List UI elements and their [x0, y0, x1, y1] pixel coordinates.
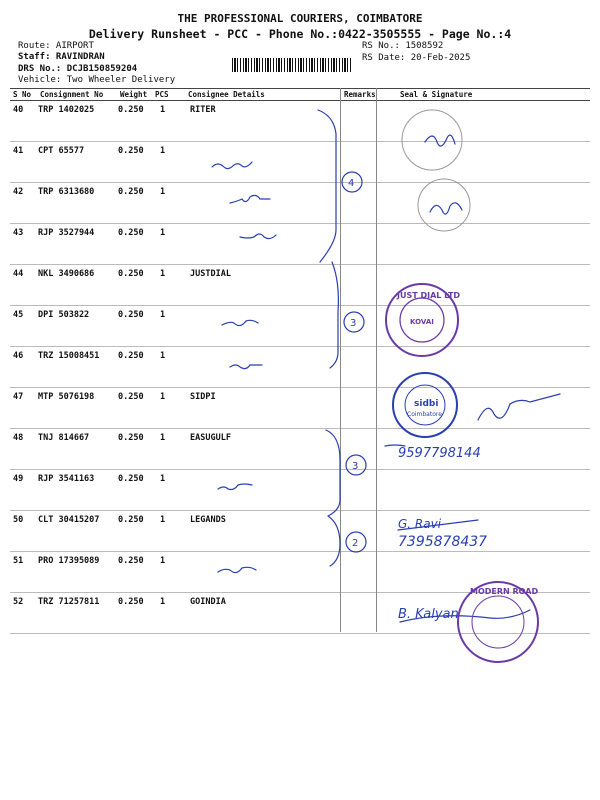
- row-divider: [10, 141, 590, 142]
- table-top-border: [10, 88, 590, 89]
- row-divider: [10, 633, 590, 634]
- remark-count-2: 3: [350, 318, 357, 329]
- weight: 0.250: [118, 556, 144, 566]
- bracket-mark: [328, 516, 340, 566]
- table-header-divider: [10, 100, 590, 101]
- pcs: 1: [160, 392, 166, 402]
- signature-stroke: [430, 203, 462, 214]
- weight: 0.250: [118, 597, 144, 607]
- signature-stroke: [218, 484, 252, 490]
- row-sno: 47: [13, 392, 24, 402]
- weight: 0.250: [118, 187, 144, 197]
- pcs: 1: [160, 515, 166, 525]
- pcs: 1: [160, 228, 166, 238]
- remark-circle: [346, 455, 366, 475]
- row-sno: 45: [13, 310, 24, 320]
- consignment-no: MTP 5076198: [38, 392, 95, 402]
- remark-circle: [346, 532, 366, 552]
- row-sno: 49: [13, 474, 24, 484]
- weight: 0.250: [118, 474, 144, 484]
- col-header-pcs: PCS: [155, 90, 169, 99]
- row-sno: 51: [13, 556, 24, 566]
- company-title: THE PROFESSIONAL COURIERS, COIMBATORE: [177, 12, 423, 25]
- signature-stroke: [400, 610, 530, 622]
- consignee-name: EASUGULF: [190, 433, 231, 443]
- row52-name: B. Kalyan: [398, 607, 459, 622]
- row-divider: [10, 346, 590, 347]
- row50-name: G. Ravi: [398, 517, 442, 531]
- drs-label: DRS No.: DCJB150859204: [18, 64, 138, 74]
- col-header-seal: Seal & Signature: [400, 90, 473, 99]
- remark-count-4: 2: [352, 538, 359, 549]
- bracket-mark: [318, 110, 336, 262]
- consignment-no: TRZ 15008451: [38, 351, 100, 361]
- row-divider: [10, 551, 590, 552]
- rs-date: RS Date: 20-Feb-2025: [362, 53, 471, 63]
- consignee-name: RITER: [190, 105, 216, 115]
- row-divider: [10, 223, 590, 224]
- row-sno: 48: [13, 433, 24, 443]
- remark-circle: [344, 312, 364, 332]
- weight: 0.250: [118, 105, 144, 115]
- row-divider: [10, 592, 590, 593]
- rs-number: RS No.: 1508592: [362, 41, 444, 51]
- weight: 0.250: [118, 515, 144, 525]
- row-sno: 52: [13, 597, 24, 607]
- row-sno: 41: [13, 146, 24, 156]
- row-divider: [10, 305, 590, 306]
- pcs: 1: [160, 187, 166, 197]
- pcs: 1: [160, 433, 166, 443]
- consignment-no: TRP 1402025: [38, 105, 95, 115]
- pcs: 1: [160, 556, 166, 566]
- sidbi-stamp-city: Coimbatore: [407, 411, 442, 418]
- row-sno: 40: [13, 105, 24, 115]
- signature-stroke: [230, 365, 262, 369]
- pcs: 1: [160, 146, 166, 156]
- bracket-mark: [326, 430, 340, 516]
- signature-stroke: [222, 320, 258, 325]
- signature-stroke: [218, 567, 256, 572]
- consignee-name: LEGANDS: [190, 515, 226, 525]
- weight: 0.250: [118, 433, 144, 443]
- row-sno: 44: [13, 269, 24, 279]
- sidbi-stamp-name: sidbi: [414, 399, 439, 409]
- consignment-no: NKL 3490686: [38, 269, 95, 279]
- route-label: Route: AIRPORT: [18, 41, 94, 51]
- signature-stroke: [212, 162, 252, 169]
- consignment-no: DPI 503822: [38, 310, 90, 320]
- consignee-name: JUSTDIAL: [190, 269, 231, 279]
- col-divider-remarks: [340, 88, 341, 632]
- col-divider-seal: [376, 88, 377, 632]
- faint-stamp: [402, 110, 462, 170]
- row-divider: [10, 510, 590, 511]
- weight: 0.250: [118, 146, 144, 156]
- col-header-weight: Weight: [120, 90, 148, 99]
- row-sno: 43: [13, 228, 24, 238]
- pcs: 1: [160, 105, 166, 115]
- consignee-name: GOINDIA: [190, 597, 226, 607]
- row-divider: [10, 387, 590, 388]
- consignment-no: TRZ 71257811: [38, 597, 100, 607]
- vehicle-label: Vehicle: Two Wheeler Delivery: [18, 75, 176, 85]
- signature-stroke: [230, 195, 270, 203]
- col-header-remarks: Remarks: [344, 90, 376, 99]
- signature-stroke: [385, 445, 405, 446]
- pcs: 1: [160, 351, 166, 361]
- row-sno: 42: [13, 187, 24, 197]
- row-sno: 46: [13, 351, 24, 361]
- weight: 0.250: [118, 228, 144, 238]
- col-header-consignee: Consignee Details: [188, 90, 265, 99]
- barcode: [232, 58, 352, 72]
- weight: 0.250: [118, 269, 144, 279]
- col-header-consignment: Consignment No: [40, 90, 104, 99]
- consignment-no: PRO 17395089: [38, 556, 100, 566]
- row-divider: [10, 469, 590, 470]
- row-divider: [10, 428, 590, 429]
- pcs: 1: [160, 474, 166, 484]
- weight: 0.250: [118, 310, 144, 320]
- pcs: 1: [160, 310, 166, 320]
- pcs: 1: [160, 597, 166, 607]
- justdial-stamp-text: JUST DIAL LTD: [397, 291, 461, 300]
- consignment-no: RJP 3527944: [38, 228, 95, 238]
- bracket-mark: [330, 262, 338, 368]
- staff-label: Staff: RAVINDRAN: [18, 52, 105, 62]
- consignment-no: TRP 6313680: [38, 187, 95, 197]
- consignment-no: CPT 65577: [38, 146, 85, 156]
- signature-stroke: [478, 394, 560, 420]
- consignment-no: CLT 30415207: [38, 515, 100, 525]
- signature-stroke: [398, 520, 478, 530]
- row50-phone: 7395878437: [398, 534, 488, 550]
- row-divider: [10, 264, 590, 265]
- justdial-stamp-inner: KOVAI: [410, 318, 434, 326]
- col-header-sno: S No: [13, 90, 32, 99]
- weight: 0.250: [118, 392, 144, 402]
- remark-count-1: 4: [348, 178, 355, 189]
- goindia-stamp: [458, 582, 538, 662]
- row-sno: 50: [13, 515, 24, 525]
- consignment-no: RJP 3541163: [38, 474, 95, 484]
- runsheet-subtitle: Delivery Runsheet - PCC - Phone No.:0422-3505555 - Page No.:4: [88, 27, 512, 41]
- row48-phone: 9597798144: [398, 446, 481, 461]
- consignee-name: SIDPI: [190, 392, 216, 402]
- weight: 0.250: [118, 351, 144, 361]
- pcs: 1: [160, 269, 166, 279]
- consignment-no: TNJ 814667: [38, 433, 90, 443]
- goindia-stamp-text: MODERN ROAD: [470, 587, 539, 596]
- signature-stroke: [240, 234, 276, 239]
- remark-count-3: 3: [352, 461, 359, 472]
- row-divider: [10, 182, 590, 183]
